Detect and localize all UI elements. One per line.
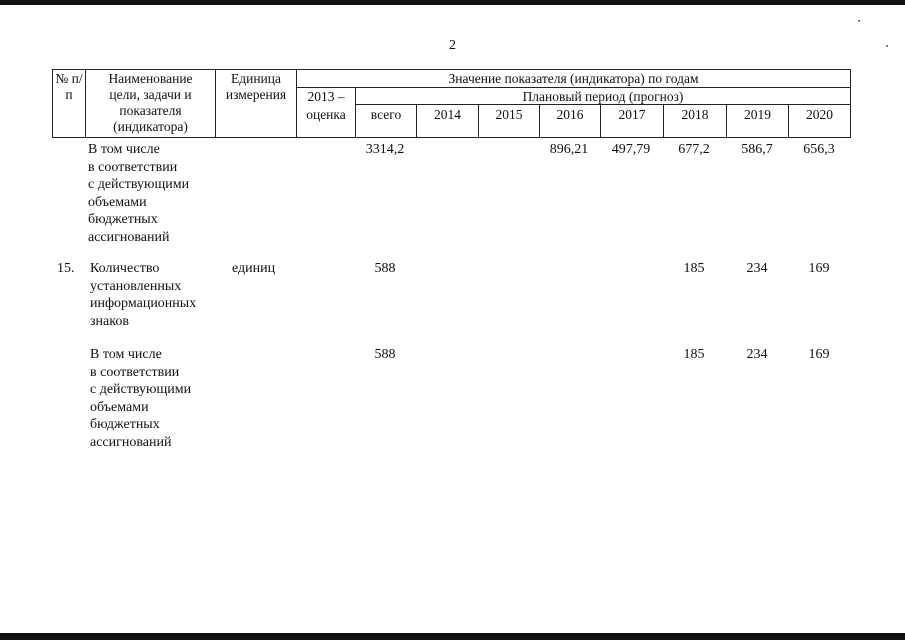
header-col-2019: 2019 xyxy=(744,107,771,122)
scan-speck xyxy=(886,45,888,47)
header-col-2015: 2015 xyxy=(495,107,523,122)
row-total: 3314,2 xyxy=(365,142,405,157)
scan-speck xyxy=(858,20,860,22)
page-number: 2 xyxy=(449,38,456,53)
header-col-unit: Единица измерения xyxy=(225,71,287,102)
row-total: 588 xyxy=(374,261,396,276)
row-unit: единиц xyxy=(232,261,276,276)
header-planned-title: Плановый период (прогноз) xyxy=(522,89,684,104)
header-col-name: Наименование цели, задачи и показателя (индикатора) xyxy=(108,71,193,134)
row-2019: 234 xyxy=(746,261,768,276)
header-col-2014: 2014 xyxy=(434,107,461,122)
row-total: 588 xyxy=(374,347,396,362)
row-number: 15. xyxy=(57,261,75,276)
row-name: Количество установленных информационных знаков xyxy=(90,261,197,329)
row-2016: 896,21 xyxy=(549,142,589,157)
row-2018: 185 xyxy=(683,347,705,362)
header-col-number: № п/п xyxy=(55,71,83,102)
row-2019: 234 xyxy=(746,347,768,362)
row-2019: 586,7 xyxy=(741,142,773,157)
header-col-2013: 2013 – оценка xyxy=(306,89,346,122)
row-name: В том числе в соответствии с действующими объемами бюджетных ассигнований xyxy=(90,347,192,450)
row-2020: 656,3 xyxy=(803,142,835,157)
row-2018: 185 xyxy=(683,261,705,276)
row-name: В том числе в соответствии с действующими объемами бюджетных ассигнований xyxy=(88,142,190,245)
header-col-2020: 2020 xyxy=(806,107,833,122)
row-2020: 169 xyxy=(808,347,830,362)
bottom-border xyxy=(0,633,905,640)
row-2020: 169 xyxy=(808,261,830,276)
row-2017: 497,79 xyxy=(611,142,651,157)
header-values-title: Значение показателя (индикатора) по годам xyxy=(448,71,699,86)
header-col-total: всего xyxy=(370,107,402,122)
row-2018: 677,2 xyxy=(678,142,710,157)
header-col-2016: 2016 xyxy=(556,107,584,122)
header-col-2017: 2017 xyxy=(618,107,646,122)
top-border xyxy=(0,0,905,5)
header-col-2018: 2018 xyxy=(681,107,709,122)
